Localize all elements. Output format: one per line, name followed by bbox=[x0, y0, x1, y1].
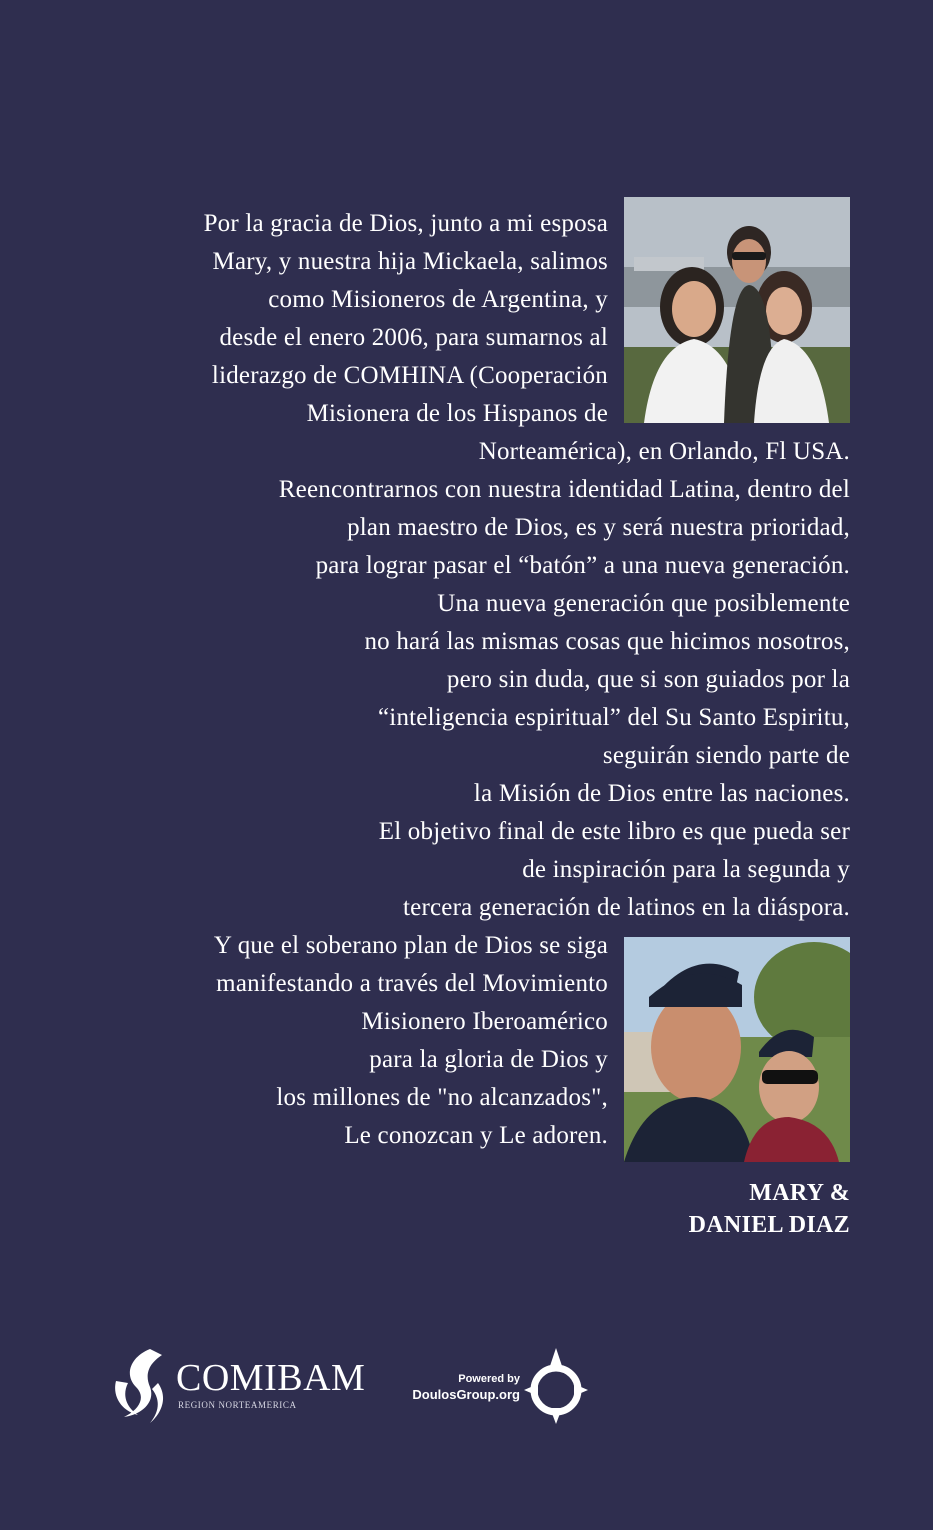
body-line: Misionero Iberoamérico bbox=[361, 1008, 608, 1035]
body-line: Norteamérica), en Orlando, Fl USA. bbox=[478, 438, 850, 465]
body-line: Le conozcan y Le adoren. bbox=[344, 1122, 608, 1149]
powered-by-label: Powered by bbox=[458, 1373, 520, 1385]
doulos-compass-icon bbox=[524, 1346, 588, 1426]
comibam-logo bbox=[110, 1343, 380, 1428]
body-line: Una nueva generación que posiblemente bbox=[437, 590, 850, 617]
body-line: no hará las mismas cosas que hicimos nosotros, bbox=[364, 628, 850, 655]
body-line: tercera generación de latinos en la diáspora. bbox=[403, 894, 850, 921]
body-line: para lograr pasar el “batón” a una nueva generación. bbox=[315, 552, 850, 579]
body-line: El objetivo final de este libro es que pueda ser bbox=[378, 818, 850, 845]
body-line: la Misión de Dios entre las naciones. bbox=[473, 780, 850, 807]
body-line: “inteligencia espiritual” del Su Santo Espiritu, bbox=[378, 704, 850, 731]
body-line: desde el enero 2006, para sumarnos al bbox=[219, 324, 608, 351]
body-line: para la gloria de Dios y bbox=[369, 1046, 608, 1073]
body-line: Por la gracia de Dios, junto a mi esposa bbox=[203, 210, 608, 237]
body-line: Mary, y nuestra hija Mickaela, salimos bbox=[212, 248, 608, 275]
author-names-line1: MARY & bbox=[749, 1180, 850, 1206]
couple-photo bbox=[624, 937, 850, 1162]
body-line: Y que el soberano plan de Dios se siga bbox=[213, 932, 608, 959]
body-line: como Misioneros de Argentina, y bbox=[268, 286, 608, 313]
couple-photo-illustration bbox=[624, 937, 850, 1162]
powered-by-site: DoulosGroup.org bbox=[412, 1387, 520, 1402]
body-line: liderazgo de COMHINA (Cooperación bbox=[211, 362, 608, 389]
family-photo-illustration bbox=[624, 197, 850, 423]
author-names-line2: DANIEL DIAZ bbox=[688, 1212, 850, 1238]
body-line: seguirán siendo parte de bbox=[602, 742, 850, 769]
body-line: manifestando a través del Movimiento bbox=[216, 970, 608, 997]
body-line: Misionera de los Hispanos de bbox=[306, 400, 608, 427]
body-line: de inspiración para la segunda y bbox=[522, 856, 850, 883]
powered-by-block bbox=[398, 1370, 598, 1430]
body-line: plan maestro de Dios, es y será nuestra prioridad, bbox=[347, 514, 850, 541]
family-photo bbox=[624, 197, 850, 423]
comibam-emblem-icon bbox=[110, 1343, 174, 1428]
body-line: Reencontrarnos con nuestra identidad Latina, dentro del bbox=[278, 476, 850, 503]
author-signature bbox=[689, 1177, 850, 1241]
body-line: pero sin duda, que si son guiados por la bbox=[446, 666, 850, 693]
body-line: los millones de "no alcanzados", bbox=[276, 1084, 608, 1111]
logo-wordmark: COMIBAM bbox=[176, 1357, 366, 1399]
logo-subtitle: REGION NORTEAMERICA bbox=[178, 1400, 297, 1410]
